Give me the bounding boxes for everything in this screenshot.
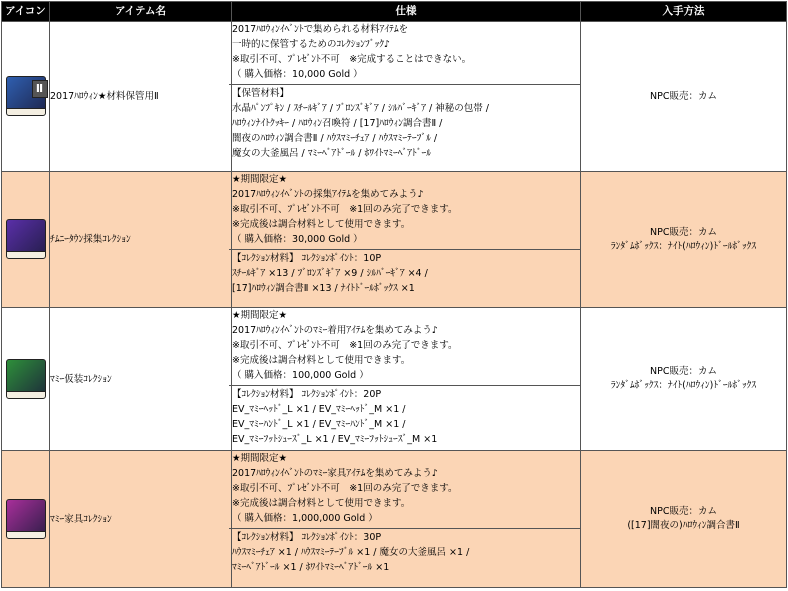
material-line: EV_ﾏﾐｰﾌｯﾄｼｭｰｽﾞ_L ×1 / EV_ﾏﾐｰﾌｯﾄｼｭｰｽﾞ_M ×1 — [232, 434, 438, 445]
header-row — [2, 2, 787, 22]
item-name: ﾁﾑﾆｰﾀｳﾝ採集ｺﾚｸｼｮﾝ — [50, 172, 232, 308]
item-icon-cell — [2, 308, 50, 451]
header-spec: 仕様 — [232, 2, 581, 22]
material-line: 水晶ﾊﾟﾝﾌﾟｷﾝ / ｽﾁｰﾙｷﾞｱ / ﾌﾞﾛﾝｽﾞｷﾞｱ / ｼﾙﾊﾞｰｷﾞｱ / 神秘の包帯 / — [232, 103, 489, 114]
spec-divider — [229, 84, 583, 85]
table-row — [2, 22, 787, 172]
material-line: EV_ﾏﾐｰﾍｯﾄﾞ_L ×1 / EV_ﾏﾐｰﾍｯﾄﾞ_M ×1 / — [232, 404, 406, 415]
material-line: ｽﾁｰﾙｷﾞｱ ×13 / ﾌﾞﾛﾝｽﾞｷﾞｱ ×9 / ｼﾙﾊﾞｰｷﾞｱ ×4 / — [232, 268, 428, 279]
spec-line: （ 購入価格：1,000,000 Gold ） — [232, 513, 378, 524]
obtain-line: NPC販売：カム — [650, 226, 717, 238]
item-icon-cell — [2, 22, 50, 172]
table-row — [2, 172, 787, 308]
purple-book-icon — [4, 215, 48, 259]
spec-line: （ 購入価格：10,000 Gold ） — [232, 69, 363, 80]
spec-line: ★期間限定★ — [232, 310, 288, 321]
obtain-line: ﾗﾝﾀﾞﾑﾎﾞｯｸｽ：ﾅｲﾄ(ﾊﾛｳｨﾝ)ﾄﾞｰﾙﾎﾞｯｸｽ — [610, 240, 757, 252]
spec-line: ※取引不可、ﾌﾟﾚｾﾞﾝﾄ不可 ※1回のみ完了できます。 — [232, 483, 458, 494]
item-name: 2017ﾊﾛｳｨﾝ★材料保管用Ⅱ — [50, 22, 232, 172]
spec-line: 2017ﾊﾛｳｨﾝｲﾍﾞﾝﾄのﾏﾐｰ着用ｱｲﾃﾑを集めてみよう♪ — [232, 325, 438, 336]
table-row — [2, 451, 787, 588]
item-spec — [232, 22, 581, 172]
material-line: 【ｺﾚｸｼｮﾝ材料】 ｺﾚｸｼｮﾝﾎﾟｲﾝﾄ：30P — [232, 532, 382, 543]
material-line: 【保管材料】 — [232, 88, 290, 99]
header-obtain: 入手方法 — [581, 2, 787, 22]
spec-line: ※完成後は調合材料として使用できます。 — [232, 219, 411, 230]
spec-line: ★期間限定★ — [232, 174, 288, 185]
magenta-book-icon — [4, 495, 48, 539]
spec-line: 2017ﾊﾛｳｨﾝｲﾍﾞﾝﾄの採集ｱｲﾃﾑを集めてみよう♪ — [232, 189, 424, 200]
spec-divider — [229, 528, 583, 529]
spec-line: （ 購入価格：30,000 Gold ） — [232, 234, 363, 245]
spec-line: ※完成後は調合材料として使用できます。 — [232, 355, 411, 366]
blue-book-icon — [4, 72, 48, 116]
item-spec — [232, 172, 581, 308]
item-obtain — [581, 22, 787, 172]
spec-line: ※取引不可、ﾌﾟﾚｾﾞﾝﾄ不可 ※1回のみ完了できます。 — [232, 340, 458, 351]
roman-numeral-badge: Ⅱ — [32, 80, 48, 98]
material-line: 闇夜のﾊﾛｳｨﾝ調合書Ⅱ / ﾊｳｽﾏﾐｰﾁｪｱ / ﾊｳｽﾏﾐｰﾃｰﾌﾞﾙ / — [232, 133, 438, 144]
spec-line: 2017ﾊﾛｳｨﾝｲﾍﾞﾝﾄで集められる材料ｱｲﾃﾑを — [232, 24, 409, 35]
item-icon-cell — [2, 451, 50, 588]
spec-line: ※取引不可、ﾌﾟﾚｾﾞﾝﾄ不可 ※完成することはできない。 — [232, 54, 472, 65]
spec-line: 一時的に保管するためのｺﾚｸｼｮﾝﾌﾞｯｸ♪ — [232, 39, 391, 50]
material-line: EV_ﾏﾐｰﾊﾝﾄﾞ_L ×1 / EV_ﾏﾐｰﾊﾝﾄﾞ_M ×1 / — [232, 419, 406, 430]
item-obtain — [581, 451, 787, 588]
material-line: [17]ﾊﾛｳｨﾝ調合書Ⅱ ×13 / ﾅｲﾄﾄﾞｰﾙﾎﾞｯｸｽ ×1 — [232, 283, 415, 294]
item-spec — [232, 308, 581, 451]
item-spec — [232, 451, 581, 588]
header-name: アイテム名 — [50, 2, 232, 22]
spec-line: ※完成後は調合材料として使用できます。 — [232, 498, 411, 509]
obtain-line: NPC販売：カム — [650, 90, 717, 102]
material-line: 【ｺﾚｸｼｮﾝ材料】 ｺﾚｸｼｮﾝﾎﾟｲﾝﾄ：10P — [232, 253, 382, 264]
material-line: 魔女の大釜風呂 / ﾏﾐｰﾍﾞｱﾄﾞｰﾙ / ﾎﾜｲﾄﾏﾐｰﾍﾞｱﾄﾞｰﾙ — [232, 148, 431, 159]
spec-divider — [229, 249, 583, 250]
item-table — [1, 1, 787, 588]
header-icon: アイコン — [2, 2, 50, 22]
item-icon-cell — [2, 172, 50, 308]
obtain-line: ﾗﾝﾀﾞﾑﾎﾞｯｸｽ：ﾅｲﾄ(ﾊﾛｳｨﾝ)ﾄﾞｰﾙﾎﾞｯｸｽ — [610, 380, 757, 391]
material-line: 【ｺﾚｸｼｮﾝ材料】 ｺﾚｸｼｮﾝﾎﾟｲﾝﾄ：20P — [232, 389, 382, 400]
item-name: ﾏﾐｰ家具ｺﾚｸｼｮﾝ — [50, 451, 232, 588]
material-line: ﾊﾛｳｨﾝﾅｲﾄｸｯｷｰ / ﾊﾛｳｨﾝ召喚符 / [17]ﾊﾛｳｨﾝ調合書Ⅱ / — [232, 118, 443, 129]
item-name: ﾏﾐｰ仮装ｺﾚｸｼｮﾝ — [50, 308, 232, 451]
spec-divider — [229, 385, 583, 386]
material-line: ﾏﾐｰﾍﾞｱﾄﾞｰﾙ ×1 / ﾎﾜｲﾄﾏﾐｰﾍﾞｱﾄﾞｰﾙ ×1 — [232, 562, 390, 573]
spec-line: ※取引不可、ﾌﾟﾚｾﾞﾝﾄ不可 ※1回のみ完了できます。 — [232, 204, 458, 215]
item-obtain — [581, 172, 787, 308]
green-book-icon — [4, 355, 48, 399]
obtain-line: NPC販売：カム — [650, 366, 717, 377]
spec-line: ★期間限定★ — [232, 453, 288, 464]
item-obtain — [581, 308, 787, 451]
spec-line: （ 購入価格：100,000 Gold ） — [232, 370, 369, 381]
obtain-line: ([17]闇夜の)ﾊﾛｳｨﾝ調合書Ⅱ — [627, 520, 740, 531]
material-line: ﾊｳｽﾏﾐｰﾁｪｱ ×1 / ﾊｳｽﾏﾐｰﾃｰﾌﾞﾙ ×1 / 魔女の大釜風呂 ×1 / — [232, 547, 470, 558]
spec-line: 2017ﾊﾛｳｨﾝｲﾍﾞﾝﾄのﾏﾐｰ家具ｱｲﾃﾑを集めてみよう♪ — [232, 468, 438, 479]
table-row — [2, 308, 787, 451]
obtain-line: NPC販売：カム — [650, 506, 717, 517]
